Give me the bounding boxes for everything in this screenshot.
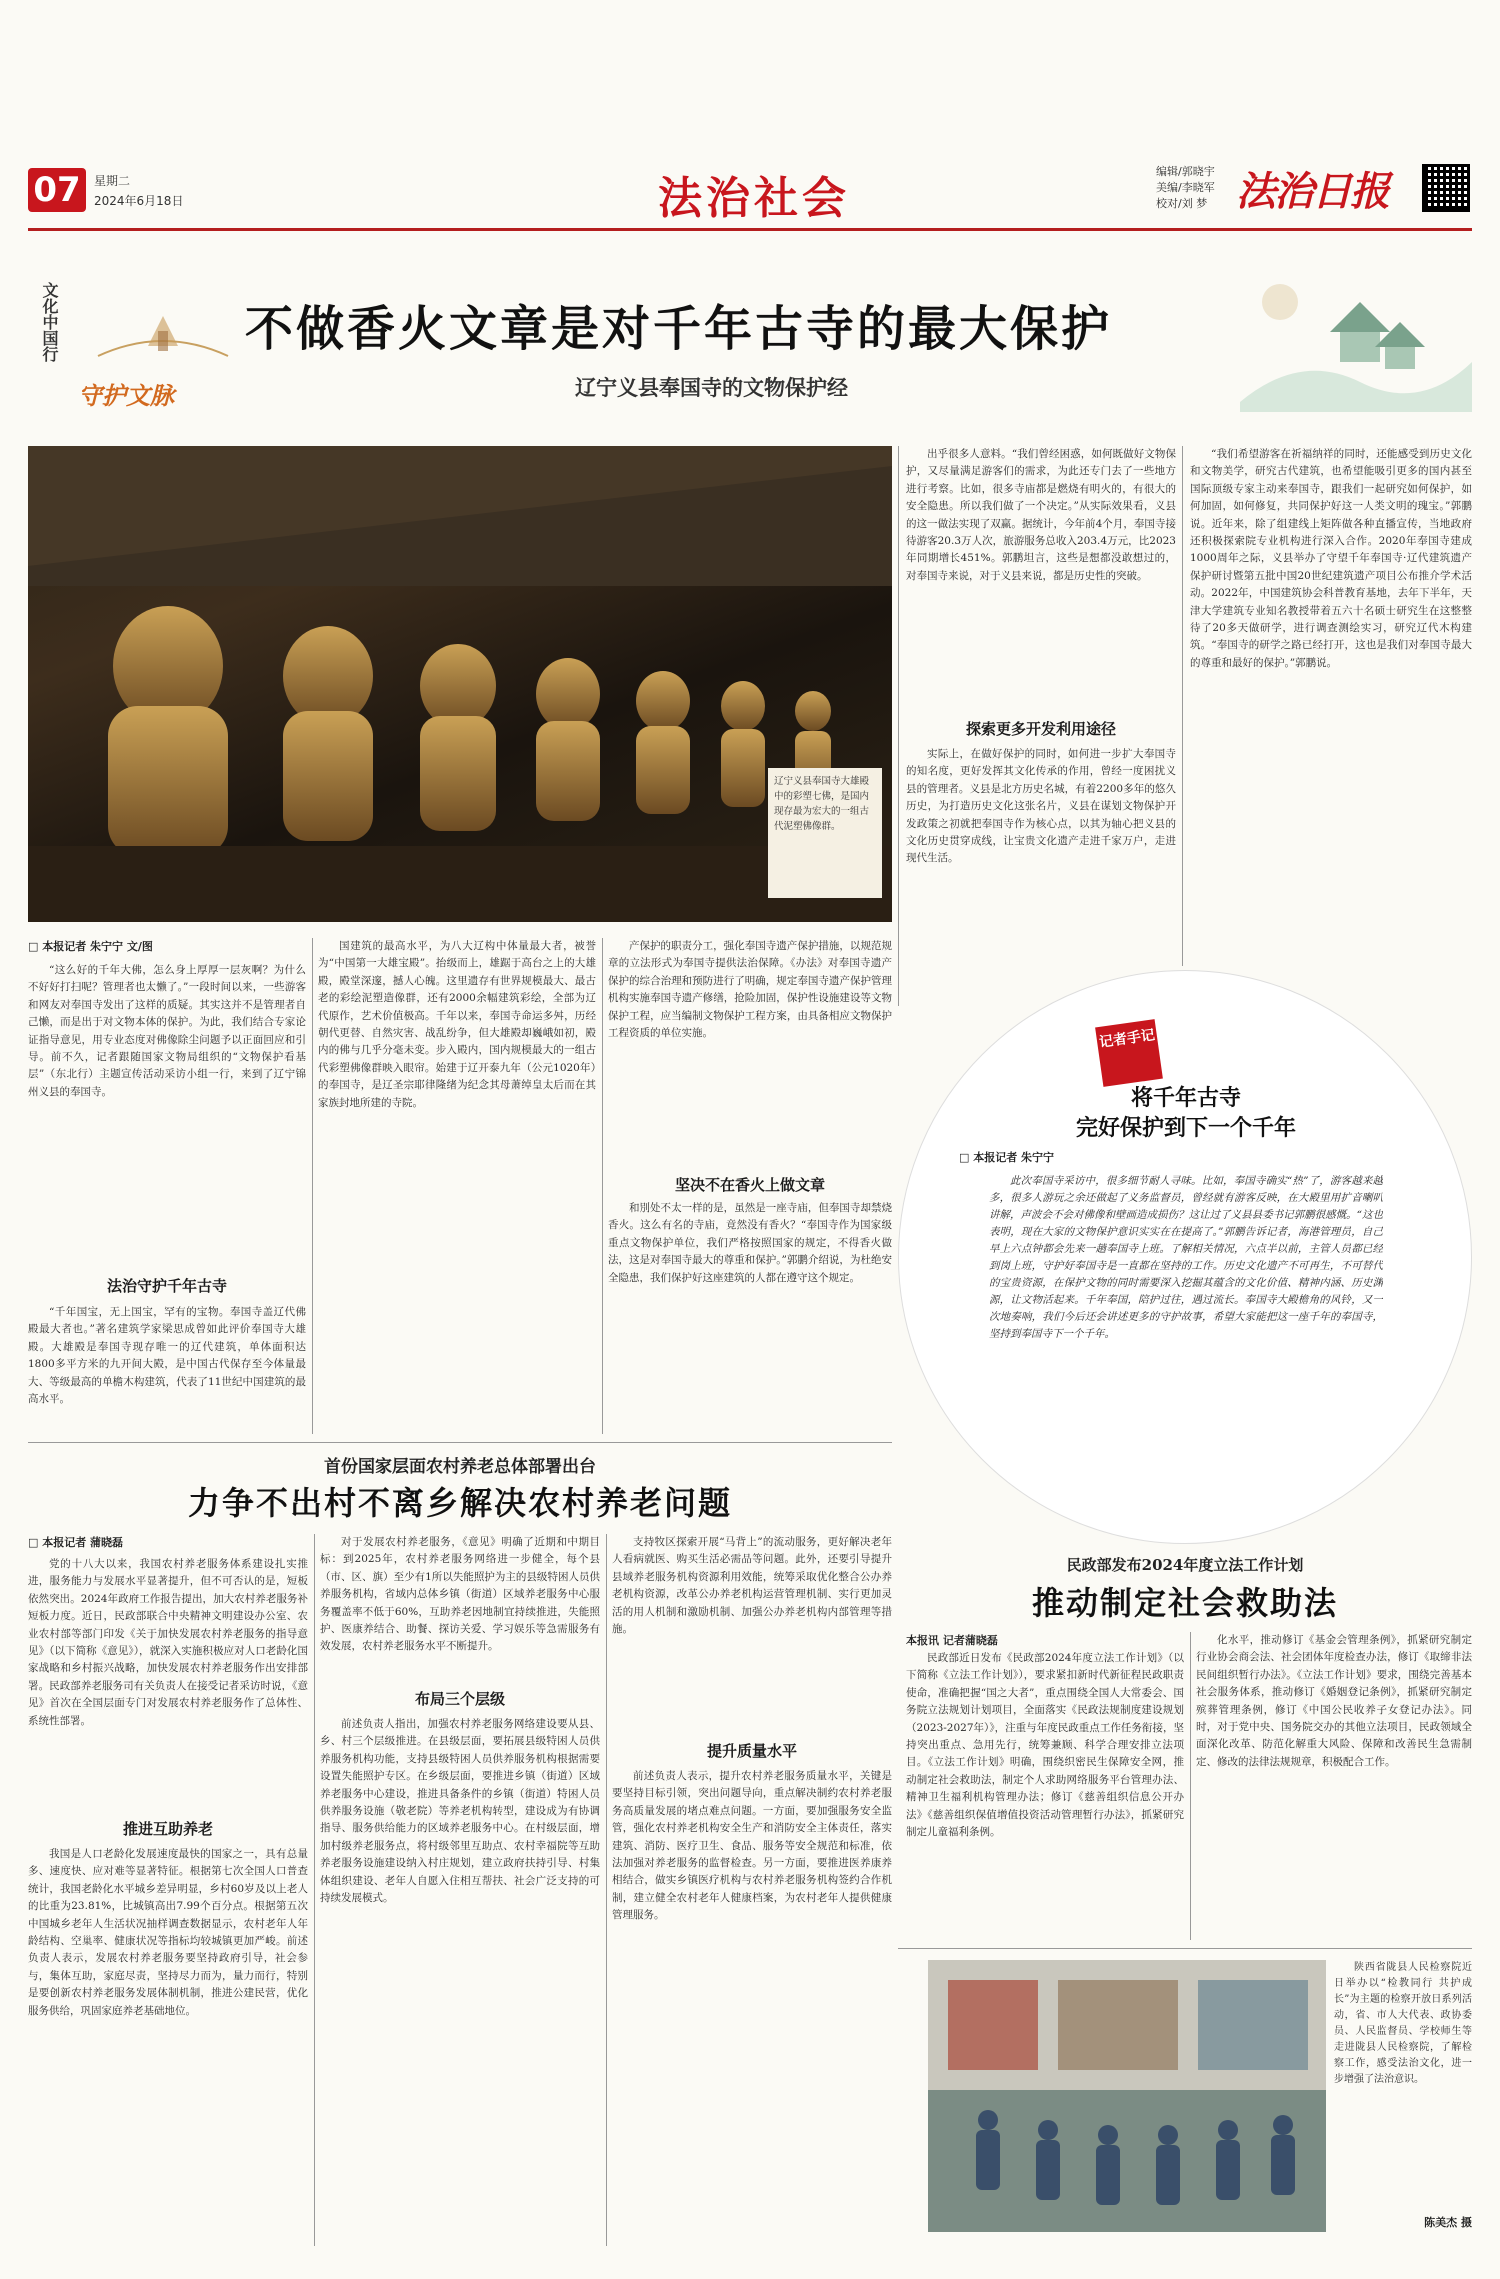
feature-headline: 不做香火文章是对千年古寺的最大保护 bbox=[245, 301, 1113, 357]
section-rule bbox=[28, 1442, 892, 1443]
story2-headline: 力争不出村不离乡解决农村养老问题 bbox=[187, 1484, 732, 1522]
paragraph: “我们希望游客在祈福纳祥的同时，还能感受到历史文化和文物美学，研究古代建筑，也希望能吸引更多的国内甚至国际顶级专家主动来奉国寺，跟我们一起研究如何保护，如何加固，如何修复，共同保护好这一人类文明的瑰宝。”郭鹏说。近年来，除了组建线上矩阵做各种直播宣传，当地政府还积极探索院专业机构进行深入合作。2020年奉国寺建成1000周年之际，义县举办了守望千年奉国寺·辽代建筑遗产保护研讨暨第五批中国20世纪建筑遗产项目公布推介学术活动。2022年，中国建筑协会科普教育基地，去年下半年，天津大学建筑专业知名教授带着五六十名硕士研究生在这整整待了20多天做研学，进行调查测绘实习，研究辽代木构建筑。“奉国寺的研学之路已经打开，这也是我们对奉国寺最大的尊重和最好的保护。”郭鹏说。 bbox=[1190, 448, 1472, 669]
editor-credit: 编辑/郭晓宇 bbox=[1156, 165, 1215, 178]
story2-col-2b bbox=[320, 1716, 600, 2246]
proof-credit: 校对/刘 梦 bbox=[1156, 197, 1208, 210]
story2-col-1b bbox=[28, 1846, 308, 2246]
story3-byline: 本报讯 记者蒲晓磊 bbox=[906, 1634, 998, 1647]
reporters-note-byline: □ 本报记者 朱宁宁 bbox=[959, 1151, 1055, 1164]
column-name: 守护文脉 bbox=[78, 381, 174, 410]
divider bbox=[1190, 1632, 1191, 1940]
feature-subheading-2: 坚决不在香火上做文章 bbox=[674, 1176, 825, 1194]
masthead bbox=[28, 160, 1472, 222]
section-rule bbox=[898, 1948, 1472, 1949]
feature-subheading-3: 探索更多开发利用途径 bbox=[965, 720, 1116, 738]
paragraph: “这么好的千年大佛，怎么身上厚厚一层灰啊？为什么不好好打扫呢？管理者也太懒了。”一段时间以来，一些游客和网友对奉国寺发出了这样的质疑。其实这并不是管理者自己懒，而是出于对文物本体的保护。为此，我们结合专家论证指导意见，用专业态度对佛像除尘问题予以正面回应和引导。前不久，记者跟随国家文物局组织的“文物保护看基层”（东北行）主题宣传活动采访小组一行，来到了辽宁锦州义县的奉国寺。 bbox=[28, 964, 306, 1098]
divider bbox=[312, 938, 313, 1434]
story2-col-1 bbox=[28, 1556, 308, 1812]
weekday: 星期二 bbox=[94, 174, 131, 188]
page-number-badge bbox=[28, 168, 86, 212]
feature-byline: □ 本报记者 朱宁宁 文/图 bbox=[28, 940, 153, 953]
story2-subheading-2: 布局三个层级 bbox=[414, 1690, 505, 1708]
qr-code-icon bbox=[1422, 164, 1470, 212]
photo-caption-box bbox=[768, 768, 882, 898]
photo-credit: 陈美杰 摄 bbox=[1424, 2216, 1472, 2229]
story2-byline: □ 本报记者 蒲晓磊 bbox=[28, 1536, 124, 1549]
photo-caption: 辽宁义县奉国寺大雄殿中的彩塑七佛，是国内现存最为宏大的一组古代泥塑佛像群。 bbox=[774, 776, 870, 832]
paragraph: 我国是人口老龄化发展速度最快的国家之一，具有总量多、速度快、应对难等显著特征。根据第七次全国人口普查统计，我国老龄化水平城乡差异明显，乡村60岁及以上老人的比重为23.81%，比城镇高出7.99个百分点。根据第五次中国城乡老年人生活状况抽样调查数据显示，农村老年人年龄结构、空巢率、健康状况等指标均较城镇更加严峻。前述负责人表示，发展农村养老服务要坚持政府引导，社会参与，集体互助，家庭尽责，坚持尽力而为，量力而行，特别是要创新农村养老服务发展体制机制，推进公建民营，优化服务供给，巩固家庭养老基础地位。 bbox=[28, 1848, 308, 2017]
paragraph: 实际上，在做好保护的同时，如何进一步扩大奉国寺的知名度，更好发挥其文化传承的作用，曾经一度困扰义县的管理者。义县是北方历史名城，有着2200多年的悠久历史，为打造历史文化这张名片，义县在谋划文物保护开发政策之初就把奉国寺作为核心点，以其为轴心把义县的文化历史贯穿成线，让宝贵文化遗产走进千家万户，走进现代生活。 bbox=[906, 748, 1176, 865]
paragraph: 化水平，推动修订《基金会管理条例》，抓紧研究制定行业协会商会法、社会团体年度检查办法，修订《取缔非法民间组织暂行办法》。《立法工作计划》要求，围绕完善基本社会服务体系，推动修订《婚姻登记条例》，抓紧研究制定殡葬管理条例，修订《中国公民收养子女登记办法》。同时，对于党中央、国务院交办的其他立法项目，民政领域全面深化改革、防范化解重大风险、保障和改善民生急需制定、修改的法律法规规章，积极配合工作。 bbox=[1196, 1634, 1472, 1768]
paragraph: 产保护的职责分工，强化奉国寺遗产保护措施，以规范规章的立法形式为奉国寺提供法治保障。《办法》对奉国寺遗产保护的综合治理和预防进行了明确，规定奉国寺遗产保护管理机构实施奉国寺遗产修缮，抢险加固，保护性设施建设等文物保护工程，应当编制文物保护工程方案，由具备相应文物保护工程资质的单位实施。 bbox=[608, 940, 892, 1040]
paragraph: 陕西省陇县人民检察院近日举办以“检教同行 共护成长”为主题的检察开放日系列活动，省、市人大代表、政协委员、人民监督员、学校师生等走进陇县人民检察院，了解检察工作，感受法治文化，进一步增强了法治意识。 bbox=[1334, 1962, 1472, 2085]
feature-col-4b bbox=[906, 746, 1176, 968]
feature-subhead: 辽宁义县奉国寺的文物保护经 bbox=[575, 375, 848, 400]
paper-logo: 法治日报 bbox=[1236, 168, 1388, 215]
reporters-note-tag bbox=[1095, 1019, 1163, 1087]
divider bbox=[898, 446, 899, 1006]
divider bbox=[1182, 446, 1183, 966]
story3-col-1 bbox=[906, 1650, 1184, 1940]
pagoda-illustration bbox=[88, 286, 238, 366]
paragraph: 前述负责人指出，加强农村养老服务网络建设要从县、乡、村三个层级推进。在县级层面，要拓展县级特困人员供养服务机构功能，支持县级特困人员供养服务机构根据需要设置失能照护专区。在乡级层面，要推进乡镇（街道）区域养老服务中心建设，推进具备条件的乡镇（街道）特困人员供养服务设施（敬老院）等养老机构转型，建设成为有协调指导、服务供给能力的区域养老服务中心。在村级层面，增加村级养老服务点，将村级邻里互助点、农村幸福院等互助养老服务设施建设纳入村庄规划，建立政府扶持引导、村集体组织建设、老年人自愿入住相互帮扶、社会广泛支持的可持续发展模式。 bbox=[320, 1718, 600, 1905]
column-tag: 文化中国行 bbox=[40, 282, 59, 362]
divider bbox=[602, 938, 603, 1434]
buddha-statues-photo bbox=[28, 446, 892, 922]
story3-headline: 推动制定社会救助法 bbox=[1031, 1584, 1338, 1622]
paragraph: “千年国宝，无上国宝，罕有的宝物。奉国寺盖辽代佛殿最大者也。”著名建筑学家梁思成曾如此评价奉国寺大雄殿。大雄殿是奉国寺现存唯一的辽代建筑，单体面积达1800多平方米的九开间大殿，是中国古代保存至今体量最大、等级最高的单檐木构建筑，代表了11世纪中国建筑的最高水平。 bbox=[28, 1306, 306, 1406]
story2-col-2 bbox=[320, 1534, 600, 1682]
feature-col-3b bbox=[608, 1200, 892, 1434]
feature-col-1b bbox=[28, 1304, 306, 1434]
feature-col-1 bbox=[28, 962, 306, 1267]
story2-col-3 bbox=[612, 1534, 892, 1734]
paragraph: 支持牧区探索开展“马背上”的流动服务，更好解决老年人看病就医、购买生活必需品等问题。此外，还要引导提升县域养老服务机构资源利用效能，统筹采取优化整合公办养老机构资源，改革公办养老机构运营管理机制、实行更加灵活的用人机制和激励机制、加强公办养老机构内部管理等措施。 bbox=[612, 1536, 892, 1636]
column-banner bbox=[28, 276, 268, 410]
editor-credits bbox=[1156, 164, 1215, 212]
paragraph: 前述负责人表示，提升农村养老服务质量水平，关键是要坚持目标引领，突出问题导向，重点解决制约农村养老服务高质量发展的堵点难点问题。一方面，要加强服务安全监管，强化农村养老机构安全生产和消防安全主体责任，落实建筑、消防、医疗卫生、食品、服务等安全规范和标准，依法加强对养老服务的监督检查。另一方面，要推进医养康养相结合，做实乡镇医疗机构与农村养老服务机构签约合作机制，建立健全农村老年人健康档案，为农村老年人提供健康管理服务。 bbox=[612, 1770, 892, 1922]
feature-col-2 bbox=[318, 938, 596, 1434]
section-title: 法治社会 bbox=[658, 173, 850, 224]
paragraph: 和別处不太一样的是，虽然是一座寺庙，但奉国寺却禁烧香火。这么有名的寺庙，竟然没有香火？“奉国寺作为国家级重点文物保护单位，我们严格按照国家的规定，不得香火做法，这是对奉国寺最大的尊重和保护。”郭鹏介绍说，为杜绝安全隐患，我们保护好这座建筑的人都在遵守这个规定。 bbox=[608, 1202, 892, 1284]
reporters-note-body bbox=[989, 1173, 1383, 1503]
page-number: 07 bbox=[33, 170, 81, 210]
reporters-note-title-1: 将千年古寺 bbox=[1130, 1085, 1241, 1111]
feature-col-4 bbox=[906, 446, 1176, 712]
paragraph: 党的十八大以来，我国农村养老服务体系建设扎实推进，服务能力与发展水平显著提升，但不可否认的是，短板依然突出。2024年政府工作报告提出，加大农村养老服务补短板力度。近日，民政部联合中央精神文明建设办公室、农业农村部等部门印发《关于加快发展农村养老服务的指导意见》（以下简称《意见》），就深入实施积极应对人口老龄化国家战略和乡村振兴战略，加快发展农村养老服务作出安排部署。民政部养老服务司有关负责人在接受记者采访时说，《意见》首次在全国层面专门对发展农村养老服务作了总体性、系统性部署。 bbox=[28, 1558, 308, 1727]
reporters-note-title-2: 完好保护到下一个千年 bbox=[1075, 1115, 1296, 1141]
divider bbox=[606, 1534, 607, 2246]
open-day-caption bbox=[1334, 1960, 1472, 2210]
open-day-photo bbox=[928, 1960, 1326, 2232]
divider bbox=[314, 1534, 315, 2246]
paragraph: 对于发展农村养老服务，《意见》明确了近期和中期目标：到2025年，农村养老服务网络进一步健全，每个县（市、区、旗）至少有1所以失能照护为主的县级特困人员供养服务机构，省域内总体乡镇（街道）区域养老服务中心服务覆盖率不低于60%，互助养老因地制宜持续推进，失能照护、医康养结合、助餐、探访关爱、学习娱乐等急需服务有效发展，农村养老服务水平不断提升。 bbox=[320, 1536, 600, 1653]
paragraph: 民政部近日发布《民政部2024年度立法工作计划》（以下简称《立法工作计划》），要求紧扣新时代新征程民政职责使命，准确把握“国之大者”，重点围绕全国人大常委会、国务院立法规划计划项目，全面落实《民政法规制度建设规划（2023-2027年）》，注重与年度民政重点工作任务衔接，坚持突出重点、急用先行，统筹兼顾、科学合理安排立法项目。《立法工作计划》明确，围绕织密民生保障安全网，推动制定社会救助法，制定个人求助网络服务平台管理办法、精神卫生福利机构管理办法；修订《慈善组织信息公开办法》《慈善组织保值增值投资活动管理暂行办法》，抓紧研究制定儿童福利条例。 bbox=[906, 1652, 1184, 1839]
story2-subheading-3: 提升质量水平 bbox=[706, 1742, 797, 1760]
feature-col-3 bbox=[608, 938, 892, 1168]
scenery-illustration bbox=[1240, 262, 1472, 412]
paragraph: 出乎很多人意料。“我们曾经困惑，如何既做好文物保护，又尽量满足游客们的需求，为此还专门去了一些地方进行考察。比如，很多寺庙都是燃烧有明火的，有很大的安全隐患。所以我们做了一个决定。”从实际效果看，义县的这一做法实现了双赢。据统计，今年前4个月，奉国寺接待游客20.3万人次，旅游服务总收入203.4万元，比2023年同期增长451%。郭鹏坦言，这些是想都没敢想过的，对奉国寺来说，对于义县来说，都是历史性的突破。 bbox=[906, 448, 1176, 582]
reporters-note-circle bbox=[898, 970, 1472, 1544]
paragraph: 此次奉国寺采访中，很多细节耐人寻味。比如，奉国寺确实“热”了，游客越来越多，很多人游玩之余还做起了义务监督员，曾经就有游客反映，在大殿里用扩音喇叭讲解，声波会不会对佛像和壁画造成损伤？这让过了义县县委书记郭鹏很感慨。“这也表明，现在大家的文物保护意识实实在在提高了。”郭鹏告诉记者，海港管理员，自己早上六点钟都会先来一趟奉国寺上班。了解相关情况，六点半以前，主管人员都已经到岗上班，守护好奉国寺是一直都在坚持的工作。历史文化遗产不可再生，不可替代的宝贵资源，在保护文物的同时需要深入挖掘其蕴含的文化价值、精神内涵、历史渊源，让文物活起来。千年奉国，陪护过往，遇过流长。奉国寺大殿檐角的风铃，又一次地奏响，我们今后还会讲述更多的守护故事，希望大家能把这一座千年的奉国寺，坚持到奉国寺下一个千年。 bbox=[989, 1175, 1383, 1340]
story2-col-3b bbox=[612, 1768, 892, 2246]
story3-kicker: 民政部发布2024年度立法工作计划 bbox=[1066, 1556, 1304, 1574]
reporters-note-label: 记者手记 bbox=[1098, 1027, 1156, 1051]
story2-kicker: 首份国家层面农村养老总体部署出台 bbox=[324, 1457, 596, 1477]
paragraph: 国建筑的最高水平，为八大辽构中体量最大者，被誉为“中国第一大雄宝殿”。抬级而上，雄踞于高台之上的大雄殿，殿堂深邃，撼人心魄。这里遗存有世界规模最大、最古老的彩绘泥塑造像群，还有2000余幅建筑彩绘，全部为辽代原作，艺术价值极高。千年以来，奉国寺命运多舛，历经朝代更替、自然灾害、战乱纷争，但大雄殿却巍峨如初，殿内的佛与几乎分毫未变。步入殿内，国内规模最大的一组古代彩塑佛像群映入眼帘。始建于辽开泰九年（公元1020年）的奉国寺，是辽圣宗耶律隆绪为纪念其母萧绰皇太后而在其家族封地所建的寺院。 bbox=[318, 940, 596, 1109]
issue-date: 2024年6月18日 bbox=[94, 194, 184, 208]
feature-col-5 bbox=[1190, 446, 1472, 966]
story2-subheading-1: 推进互助养老 bbox=[122, 1820, 213, 1838]
story3-col-2 bbox=[1196, 1632, 1472, 1940]
art-credit: 美编/李晓军 bbox=[1156, 181, 1215, 194]
feature-subheading-1: 法治守护千年古寺 bbox=[106, 1277, 227, 1295]
masthead-rule bbox=[28, 228, 1472, 231]
